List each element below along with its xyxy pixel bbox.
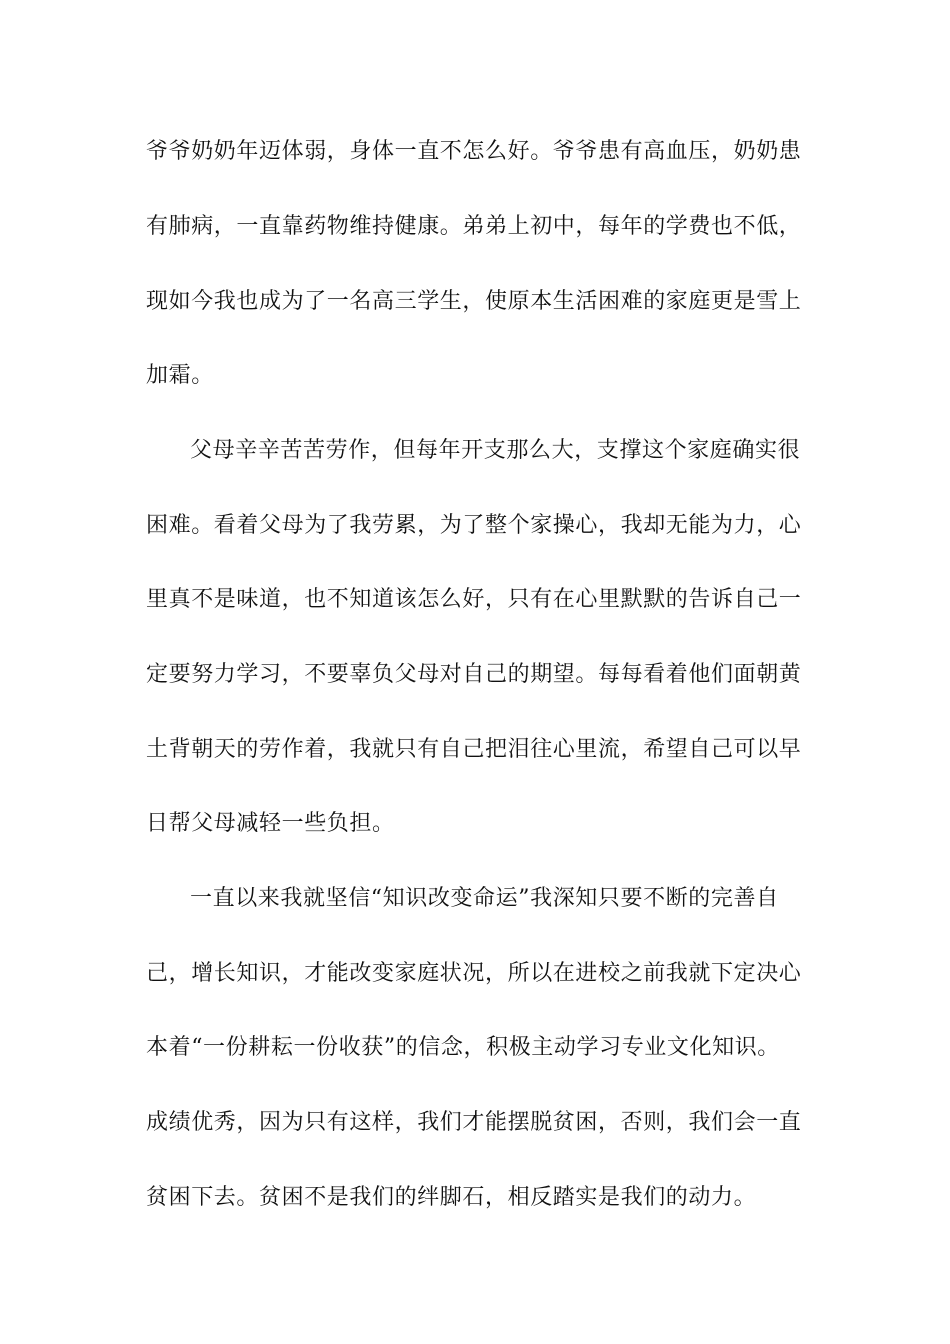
text-line: 有肺病，一直靠药物维持健康。弟弟上初中，每年的学费也不低， — [146, 214, 802, 239]
text-line: 贫困下去。贫困不是我们的绊脚石，相反踏实是我们的动力。 — [146, 1185, 757, 1210]
text-line: 困难。看着父母为了我劳累，为了整个家操心，我却无能为力，心 — [146, 513, 802, 538]
text-line: 本着“一份耕耘一份收获”的信念，积极主动学习专业文化知识。 — [146, 1035, 780, 1060]
paragraph-first-line: 一直以来我就坚信“知识改变命运”我深知只要不断的完善自 — [190, 886, 779, 911]
text-line: 成绩优秀，因为只有这样，我们才能摆脱贫困，否则，我们会一直 — [146, 1110, 802, 1135]
text-line: 里真不是味道，也不知道该怎么好，只有在心里默默的告诉自己一 — [146, 587, 802, 612]
text-line: 己，增长知识，才能改变家庭状况，所以在进校之前我就下定决心 — [146, 961, 802, 986]
paragraph-first-line: 父母辛辛苦苦劳作，但每年开支那么大，支撑这个家庭确实很 — [190, 438, 801, 463]
text-line: 爷爷奶奶年迈体弱，身体一直不怎么好。爷爷患有高血压，奶奶患 — [146, 139, 802, 164]
text-line: 定要努力学习，不要辜负父母对自己的期望。每每看着他们面朝黄 — [146, 662, 802, 687]
text-line: 日帮父母减轻一些负担。 — [146, 811, 395, 836]
text-line: 现如今我也成为了一名高三学生，使原本生活困难的家庭更是雪上 — [146, 289, 802, 314]
text-line: 土背朝天的劳作着，我就只有自己把泪往心里流，希望自己可以早 — [146, 737, 802, 762]
text-line: 加霜。 — [146, 363, 214, 388]
